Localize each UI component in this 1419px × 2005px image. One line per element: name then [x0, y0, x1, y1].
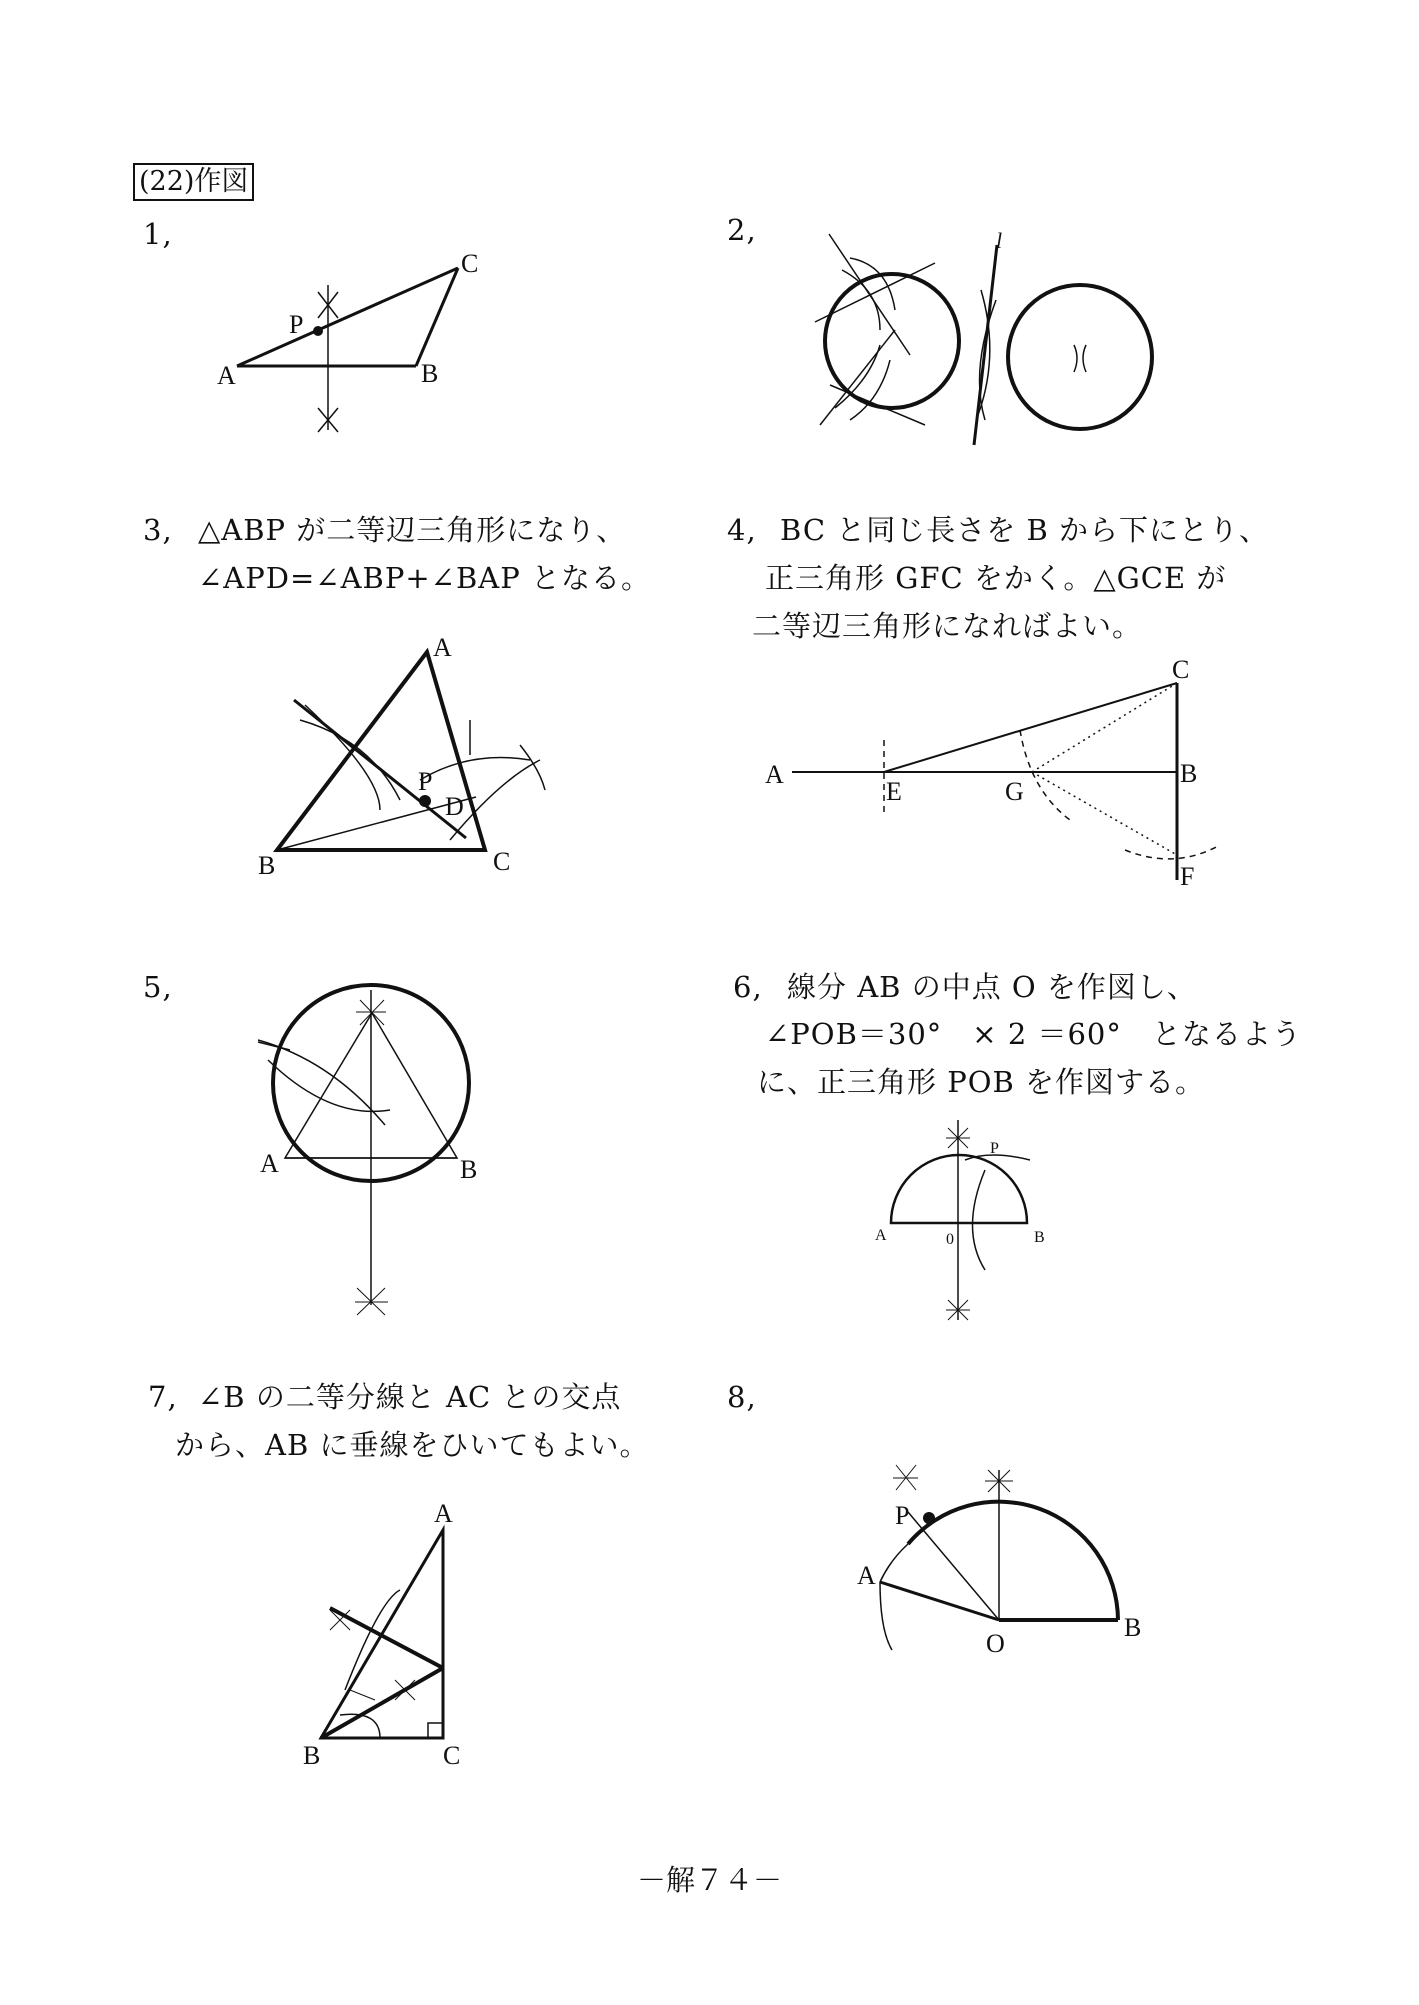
problem-7-line-1: ∠B の二等分線と AC との交点 — [198, 1380, 622, 1414]
fig6-label-B: B — [1034, 1229, 1045, 1246]
problem-1-number: 1, — [143, 217, 173, 251]
fig8-label-B: B — [1124, 1613, 1142, 1642]
page-footer: －解７４－ — [636, 1863, 782, 1897]
problem-4-line-1: BC と同じ長さを B から下にとり、 — [780, 513, 1270, 547]
problem-7-line-2: から、AB に垂線をひいてもよい。 — [175, 1428, 650, 1462]
problem-3-line-2: ∠APD=∠ABP+∠BAP となる。 — [198, 561, 651, 595]
problem-5-number: 5, — [143, 970, 173, 1004]
fig1-label-C: C — [461, 249, 479, 278]
fig5-label-B: B — [460, 1155, 478, 1184]
fig6-label-P: P — [990, 1140, 999, 1157]
fig8-label-A: A — [857, 1561, 876, 1590]
fig3-label-C: C — [493, 847, 511, 876]
fig4-label-E: E — [886, 777, 902, 806]
fig5-label-A: A — [260, 1149, 279, 1178]
fig1-label-B: B — [421, 359, 439, 388]
fig6-label-A: A — [875, 1227, 887, 1244]
section-title: (22)作図 — [133, 163, 254, 201]
fig3-label-A: A — [433, 633, 452, 662]
fig1-label-P: P — [289, 310, 304, 339]
fig2-label-l: l — [996, 228, 1003, 253]
fig6-label-O: 0 — [946, 1231, 954, 1248]
problem-3-number: 3, — [143, 513, 173, 547]
fig4-label-A: A — [765, 760, 784, 789]
fig4-label-G: G — [1005, 777, 1024, 806]
fig7-label-C: C — [443, 1741, 461, 1770]
fig1-label-A: A — [217, 361, 236, 390]
problem-4-line-3: 二等辺三角形になればよい。 — [752, 609, 1143, 643]
fig3-label-D: D — [445, 792, 464, 821]
fig3-label-B: B — [258, 851, 276, 880]
fig7-label-A: A — [434, 1499, 453, 1528]
problem-7-number: 7, — [148, 1380, 178, 1414]
problem-3-line-1: △ABP が二等辺三角形になり、 — [198, 513, 627, 547]
fig7-label-B: B — [303, 1741, 321, 1770]
fig4-label-B: B — [1180, 759, 1198, 788]
problem-6-number: 6, — [733, 970, 763, 1004]
problem-2-number: 2, — [727, 213, 757, 247]
problem-6-line-2: ∠POB＝30° × 2 ＝60° となるよう — [765, 1017, 1302, 1051]
problem-4-line-2: 正三角形 GFC をかく。△GCE が — [765, 561, 1227, 595]
problem-6-line-3: に、正三角形 POB を作図する。 — [757, 1065, 1206, 1099]
fig8-label-P: P — [895, 1501, 910, 1530]
fig4-label-C: C — [1172, 655, 1190, 684]
fig8-label-O: O — [986, 1629, 1005, 1658]
fig3-label-P: P — [418, 767, 433, 796]
problem-4-number: 4, — [727, 513, 757, 547]
fig4-label-F: F — [1180, 862, 1195, 891]
problem-6-line-1: 線分 AB の中点 O を作図し、 — [787, 970, 1197, 1004]
problem-8-number: 8, — [727, 1380, 757, 1414]
